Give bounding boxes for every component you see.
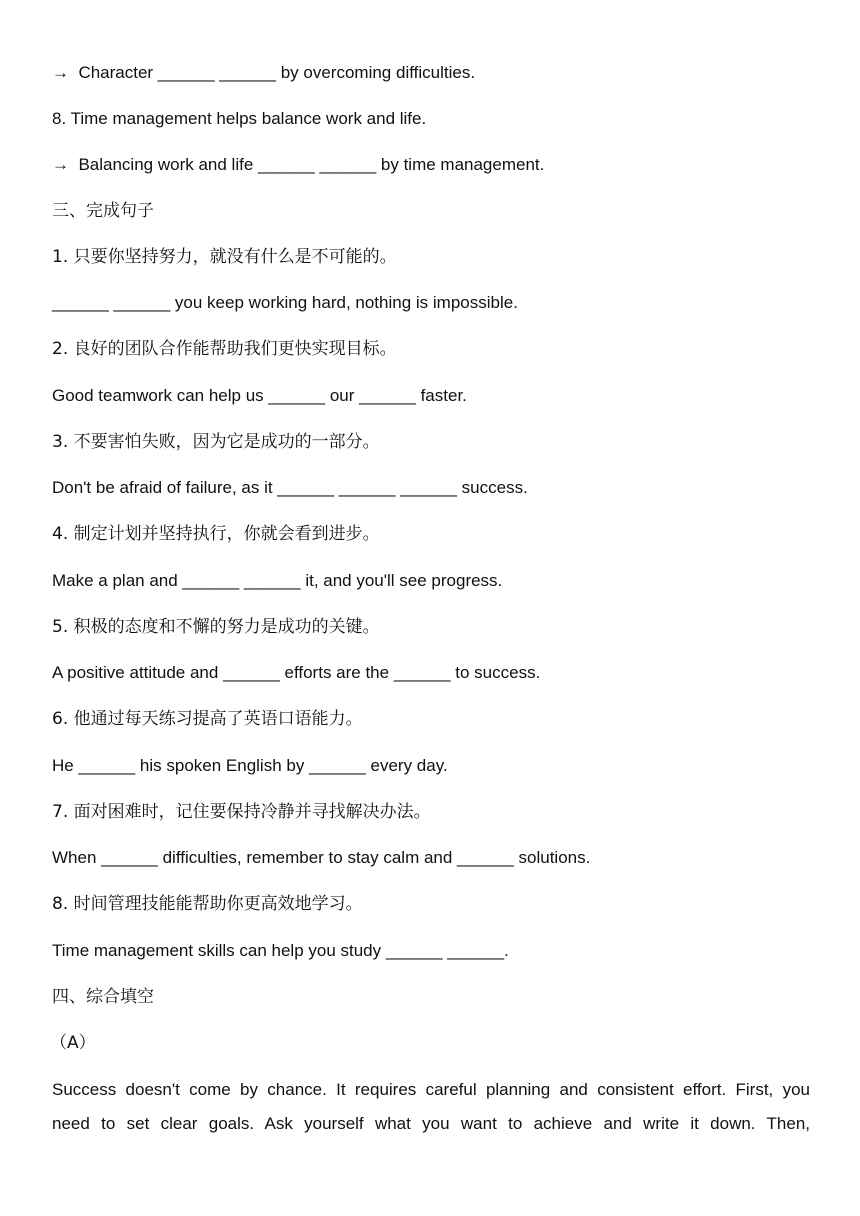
sentence-blank-7: When ______ difficulties, remember to stay calm and ______ solutions. xyxy=(52,848,591,867)
passage-a-text xyxy=(52,1073,810,1141)
section-heading-cloze: 四、综合填空 xyxy=(52,987,154,1007)
passage-label-a: （A） xyxy=(50,1033,96,1053)
sentence-prompt-6: 6. 他通过每天练习提高了英语口语能力。 xyxy=(52,709,363,729)
sentence-prompt-3: 3. 不要害怕失败，因为它是成功的一部分。 xyxy=(52,432,380,452)
sentence-prompt-1: 1. 只要你坚持努力，就没有什么是不可能的。 xyxy=(52,247,397,267)
sentence-prompt-4: 4. 制定计划并坚持执行，你就会看到进步。 xyxy=(52,524,380,544)
sentence-prompt-2: 2. 良好的团队合作能帮助我们更快实现目标。 xyxy=(52,339,397,359)
rewrite-question-8: 8. Time management helps balance work and life. xyxy=(52,109,427,128)
sentence-prompt-5: 5. 积极的态度和不懈的努力是成功的关键。 xyxy=(52,617,380,637)
sentence-blank-6: He ______ his spoken English by ______ every day. xyxy=(52,756,448,775)
sentence-blank-8: Time management skills can help you study ______ ______. xyxy=(52,941,509,960)
rewrite-answer-8: → Balancing work and life ______ ______ by time management. xyxy=(52,155,545,174)
sentence-blank-1: ______ ______ you keep working hard, nothing is impossible. xyxy=(52,293,518,312)
rewrite-answer-7: → Character ______ ______ by overcoming difficulties. xyxy=(52,63,476,82)
sentence-prompt-8: 8. 时间管理技能能帮助你更高效地学习。 xyxy=(52,894,363,914)
sentence-blank-4: Make a plan and ______ ______ it, and you'll see progress. xyxy=(52,571,503,590)
passage-line-1: Success doesn't come by chance. It requires careful planning and consistent effort. First, you xyxy=(52,1080,810,1099)
sentence-blank-3: Don't be afraid of failure, as it ______ ______ ______ success. xyxy=(52,478,528,497)
sentence-blank-2: Good teamwork can help us ______ our ______ faster. xyxy=(52,386,467,405)
section-heading-complete-sentences: 三、完成句子 xyxy=(52,201,154,221)
sentence-blank-5: A positive attitude and ______ efforts are the ______ to success. xyxy=(52,663,541,682)
sentence-prompt-7: 7. 面对困难时，记住要保持冷静并寻找解决办法。 xyxy=(52,802,431,822)
passage-line-2: need to set clear goals. Ask yourself what you want to achieve and write it down. Then, xyxy=(52,1114,810,1133)
